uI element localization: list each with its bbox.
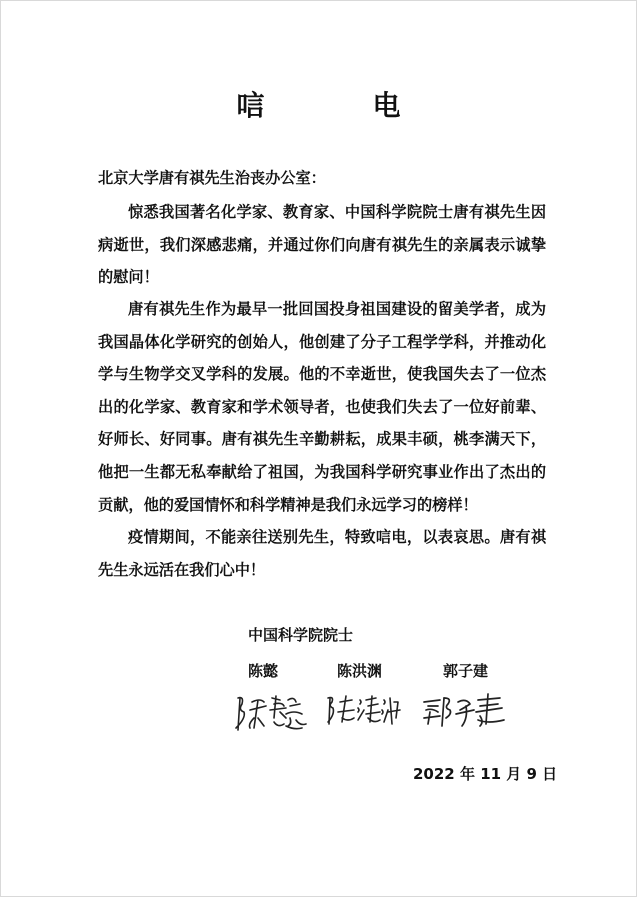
paragraph-closing: 疫情期间，不能亲往送别先生，特致唁电，以表哀思。唐有祺先生永远活在我们心中！ (98, 528, 546, 579)
signatory-name: 陈懿 (248, 662, 279, 680)
signatory-name: 陈洪渊 (337, 662, 383, 680)
salutation: 北京大学唐有祺先生治丧办公室： (98, 169, 326, 187)
handwritten-signature (228, 688, 316, 736)
document-title: 唁 电 (236, 89, 441, 122)
paragraph-tribute: 唐有祺先生作为最早一批回国投身祖国建设的留美学者，成为我国晶体化学研究的创始人，他创建了分子工程学学科，并推动化学与生物学交叉学科的发展。他的不幸逝世，使我国失去了一位杰出的化学家、教育家和学术领导者，也使我们失去了一位好前辈、好师长、好同事。唐有祺先生辛勤耕耘，成果丰硕，桃李满天下，他把一生都无私奉献给了祖国，为我国科学研究事业作出了杰出的贡献，他的爱国情怀和科学精神是我们永远学习的榜样！ (98, 300, 546, 514)
paragraph-condolence: 惊悉我国著名化学家、教育家、中国科学院院士唐有祺先生因病逝世，我们深感悲痛，并通过你们向唐有祺先生的亲属表示诚挚的慰问！ (98, 203, 546, 287)
document-date: 2022 年 11 月 9 日 (413, 765, 558, 783)
handwritten-signature (418, 688, 508, 732)
signature-organization: 中国科学院院士 (248, 626, 354, 644)
signatory-name: 郭子建 (443, 662, 489, 680)
handwritten-signature (322, 688, 402, 732)
